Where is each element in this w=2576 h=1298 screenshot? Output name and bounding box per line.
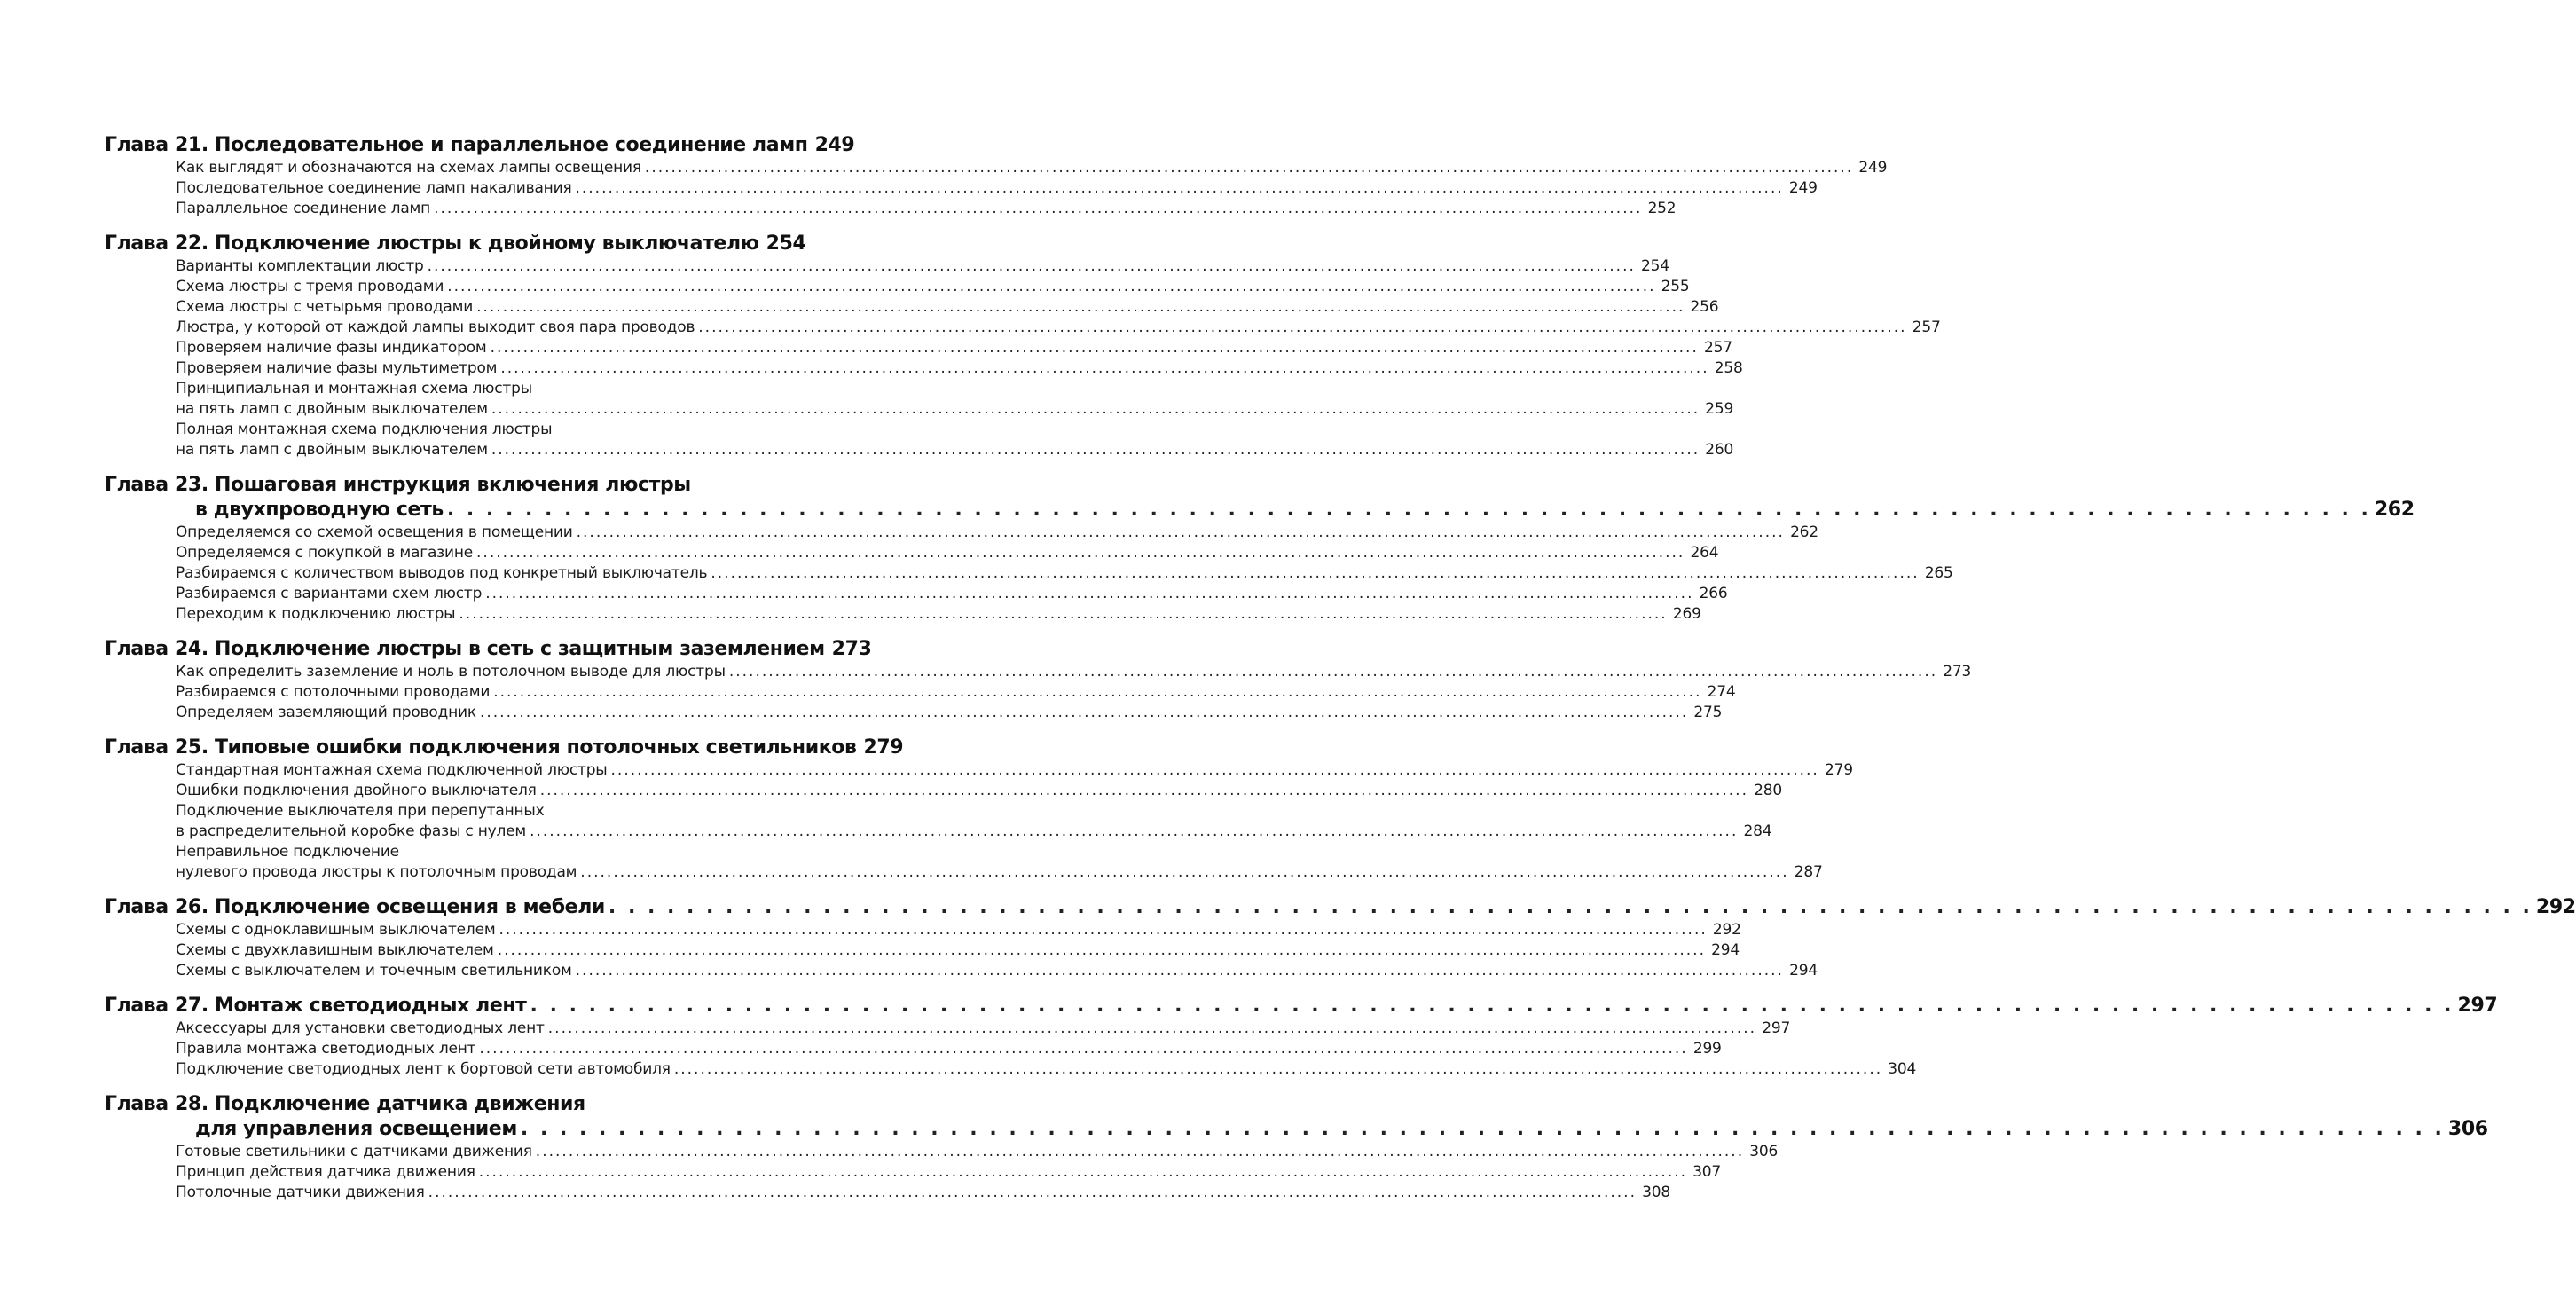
section-page-number: 307 (1692, 1163, 1722, 1181)
chapter-title: Глава 24. Подключение люстры в сеть с защитным заземлением (105, 638, 825, 660)
section-page-number: 269 (1672, 605, 1701, 623)
chapter-page-number: 273 (831, 638, 872, 660)
section-page-number: 274 (1707, 683, 1736, 701)
section-page-number: 308 (1642, 1184, 1670, 1201)
section-title-line: Принципиальная и монтажная схема люстры (176, 380, 532, 397)
section-title-line: Подключение выключателя при перепутанных (176, 802, 545, 820)
section-page-number: 260 (1705, 441, 1734, 459)
toc-entry[interactable] (176, 543, 1719, 563)
dot-leader (711, 563, 1919, 584)
toc-entry[interactable] (176, 662, 1972, 682)
toc-entry[interactable] (176, 318, 1941, 338)
chapter-heading[interactable] (105, 994, 2498, 1019)
section-title: Схемы с одноклавишным выключателем (176, 921, 496, 939)
toc-entry[interactable] (176, 584, 1728, 604)
section-page-number: 275 (1693, 704, 1723, 721)
toc-entry[interactable] (176, 338, 1732, 358)
dot-leader (434, 199, 1642, 219)
section-page-number: 294 (1789, 962, 1818, 979)
dot-leader (498, 940, 1706, 961)
toc-entry[interactable] (176, 781, 1782, 801)
section-page-number: 264 (1690, 544, 1719, 562)
dot-leader (476, 543, 1685, 563)
dot-leader (480, 703, 1688, 723)
toc-entry[interactable] (176, 961, 1818, 981)
dot-leader (491, 338, 1699, 358)
dot-leader (491, 399, 1700, 420)
toc-entry[interactable] (176, 1162, 1722, 1183)
section-page-number: 279 (1824, 761, 1853, 779)
chapter-heading[interactable] (105, 232, 806, 256)
section-title: Готовые светильники с датчиками движения (176, 1143, 532, 1160)
dot-leader (548, 1019, 1756, 1039)
dot-leader (428, 1183, 1637, 1203)
section-title: Схемы с двухклавишным выключателем (176, 941, 494, 959)
section-title: Потолочные датчики движения (176, 1184, 425, 1201)
chapter-heading[interactable] (105, 133, 855, 158)
dot-leader (530, 994, 2454, 1019)
section-list (105, 158, 1888, 219)
chapter-title: для управления освещением (195, 1118, 517, 1140)
section-page-number: 287 (1794, 863, 1823, 881)
toc-entry[interactable] (176, 277, 1690, 297)
toc-entry[interactable] (176, 523, 1818, 543)
section-title: Переходим к подключению люстры (176, 605, 456, 623)
chapter-section (105, 895, 2576, 981)
chapter-heading[interactable] (105, 498, 2415, 523)
section-title: Проверяем наличие фазы индикатором (176, 339, 487, 357)
section-page-number: 254 (1641, 257, 1669, 275)
dot-leader (611, 760, 1819, 781)
dot-leader (577, 523, 1785, 543)
chapter-title: Глава 26. Подключение освещения в мебели (105, 896, 605, 918)
toc-entry[interactable] (176, 1142, 1779, 1162)
chapter-page-number: 254 (766, 232, 806, 255)
chapter-heading[interactable] (105, 736, 904, 760)
dot-leader (459, 604, 1667, 625)
dot-leader (575, 178, 1783, 199)
dot-leader (580, 862, 1788, 883)
section-title: Подключение светодиодных лент к бортовой сети автомобиля (176, 1060, 671, 1078)
dot-leader (674, 1059, 1882, 1080)
toc-entry[interactable] (176, 563, 1953, 584)
section-page-number: 306 (1749, 1143, 1779, 1160)
toc-entry[interactable] (176, 1039, 1722, 1059)
chapter-title: Глава 25. Типовые ошибки подключения потолочных светильников (105, 736, 857, 759)
section-title: нулевого провода люстры к потолочным проводам (176, 863, 577, 881)
chapter-title-line (105, 473, 790, 498)
section-page-number: 294 (1711, 941, 1740, 959)
dot-leader (540, 781, 1748, 801)
chapter-page-number: 306 (2447, 1118, 2488, 1140)
chapter-title: Глава 28. Подключение датчика движения (105, 1093, 585, 1115)
chapter-title: Глава 27. Монтаж светодиодных лент (105, 995, 527, 1017)
dot-leader (493, 682, 1701, 703)
toc-entry[interactable] (176, 399, 1734, 420)
section-title: Разбираемся с вариантами схем люстр (176, 585, 483, 602)
section-page-number: 297 (1762, 1019, 1791, 1037)
chapter-section (105, 473, 2415, 625)
section-title: Схема люстры с тремя проводами (176, 278, 444, 295)
toc-entry[interactable] (176, 1019, 1791, 1039)
section-page-number: 304 (1888, 1060, 1917, 1078)
section-page-number: 266 (1699, 585, 1728, 602)
section-list (105, 1142, 1779, 1203)
chapter-heading[interactable] (105, 637, 872, 662)
section-page-number: 292 (1712, 921, 1741, 939)
toc-entry[interactable] (176, 703, 1723, 723)
toc-entry[interactable] (176, 178, 1818, 199)
section-title: Люстра, у которой от каждой лампы выходит своя пара проводов (176, 319, 695, 336)
section-title: Стандартная монтажная схема подключенной люстры (176, 761, 608, 779)
section-title-line: Полная монтажная схема подключения люстры (176, 421, 553, 438)
section-page-number: 299 (1692, 1040, 1722, 1058)
toc-entry[interactable] (176, 862, 1823, 883)
dot-leader (476, 297, 1685, 318)
toc-entry[interactable] (176, 1059, 1917, 1080)
chapter-section (105, 736, 1853, 883)
section-list (105, 523, 1953, 625)
toc-entry[interactable] (176, 920, 1741, 940)
dot-leader (698, 318, 1906, 338)
chapter-title: в двухпроводную сеть (195, 499, 444, 521)
chapter-page-number: 292 (2535, 896, 2576, 918)
section-list (105, 662, 1972, 723)
toc-entry[interactable] (176, 158, 1888, 178)
chapter-section (105, 133, 1888, 219)
chapter-title: Глава 23. Пошаговая инструкция включения люстры (105, 474, 691, 496)
section-page-number: 258 (1714, 359, 1743, 377)
dot-leader (479, 1162, 1687, 1183)
section-page-number: 257 (1912, 319, 1941, 336)
toc-entry[interactable] (176, 1183, 1670, 1203)
dot-leader (645, 158, 1853, 178)
section-title: Ошибки подключения двойного выключателя (176, 782, 537, 799)
toc-entry[interactable] (176, 256, 1669, 277)
section-page-number: 249 (1858, 159, 1888, 177)
section-title-line: Неправильное подключение (176, 843, 399, 861)
section-page-number: 255 (1661, 278, 1690, 295)
section-list (105, 1019, 1917, 1080)
section-title: Схемы с выключателем и точечным светильником (176, 962, 572, 979)
toc-entry[interactable] (176, 604, 1701, 625)
dot-leader (536, 1142, 1744, 1162)
toc-entry[interactable] (176, 199, 1677, 219)
chapter-section (105, 994, 2498, 1080)
section-title: Определяем заземляющий проводник (176, 704, 476, 721)
chapter-page-number: 297 (2457, 995, 2498, 1017)
section-title: Последовательное соединение ламп накаливания (176, 179, 572, 197)
section-page-number: 257 (1704, 339, 1732, 357)
section-list (105, 760, 1853, 883)
dot-leader (500, 358, 1708, 379)
chapter-page-number: 249 (814, 134, 855, 156)
toc-entry[interactable] (176, 682, 1736, 703)
dot-leader (609, 895, 2533, 920)
dot-leader (491, 440, 1700, 460)
toc-entry[interactable] (176, 940, 1740, 961)
dot-leader (729, 662, 1937, 682)
section-page-number: 265 (1924, 564, 1953, 582)
section-list (105, 920, 1818, 981)
section-list (105, 256, 1941, 460)
chapter-title: Глава 22. Подключение люстры к двойному выключателю (105, 232, 759, 255)
section-title: Как выглядят и обозначаются на схемах лампы освещения (176, 159, 641, 177)
dot-leader (521, 1117, 2445, 1142)
section-page-number: 252 (1647, 200, 1677, 217)
dot-leader (576, 961, 1784, 981)
section-title: Варианты комплектации люстр (176, 257, 424, 275)
section-title: в распределительной коробке фазы с нулем (176, 822, 527, 840)
section-title: Проверяем наличие фазы мультиметром (176, 359, 498, 377)
section-title: Определяемся с покупкой в магазине (176, 544, 474, 562)
section-title: Принцип действия датчика движения (176, 1163, 475, 1181)
section-page-number: 259 (1705, 400, 1734, 418)
toc-entry[interactable] (176, 440, 1734, 460)
dot-leader (530, 822, 1738, 842)
toc-entry[interactable] (176, 822, 1772, 842)
section-title: на пять ламп с двойным выключателем (176, 441, 488, 459)
dot-leader (479, 1039, 1687, 1059)
section-title: Правила монтажа светодиодных лент (176, 1040, 476, 1058)
chapter-heading[interactable] (105, 895, 2576, 920)
dot-leader (499, 920, 1707, 940)
section-page-number: 273 (1943, 663, 1972, 680)
section-title: Определяемся со схемой освещения в помещении (176, 523, 573, 541)
dot-leader (447, 498, 2371, 523)
toc-entry[interactable] (176, 358, 1743, 379)
dot-leader (447, 277, 1655, 297)
chapter-section (105, 637, 1972, 723)
section-title: Разбираемся с потолочными проводами (176, 683, 491, 701)
dot-leader (485, 584, 1693, 604)
section-title: Параллельное соединение ламп (176, 200, 431, 217)
dot-leader (428, 256, 1636, 277)
chapter-title: Глава 21. Последовательное и параллельное соединение ламп (105, 134, 808, 156)
chapter-page-number: 279 (863, 736, 904, 759)
section-page-number: 262 (1790, 523, 1818, 541)
table-of-contents (105, 133, 2576, 1215)
section-page-number: 280 (1754, 782, 1782, 799)
section-title: Разбираемся с количеством выводов под конкретный выключатель (176, 564, 708, 582)
section-title: на пять ламп с двойным выключателем (176, 400, 488, 418)
chapter-heading[interactable] (105, 1117, 2488, 1142)
toc-entry[interactable] (176, 760, 1853, 781)
section-page-number: 249 (1788, 179, 1818, 197)
section-page-number: 256 (1690, 298, 1719, 316)
section-title: Схема люстры с четырьмя проводами (176, 298, 474, 316)
toc-entry[interactable] (176, 297, 1719, 318)
section-page-number: 284 (1743, 822, 1772, 840)
chapter-section (105, 1092, 2488, 1203)
chapter-page-number: 262 (2374, 499, 2415, 521)
chapter-section (105, 232, 1941, 460)
section-title: Как определить заземление и ноль в потолочном выводе для люстры (176, 663, 726, 680)
chapter-title-line (105, 1092, 790, 1117)
section-title: Аксессуары для установки светодиодных лент (176, 1019, 545, 1037)
